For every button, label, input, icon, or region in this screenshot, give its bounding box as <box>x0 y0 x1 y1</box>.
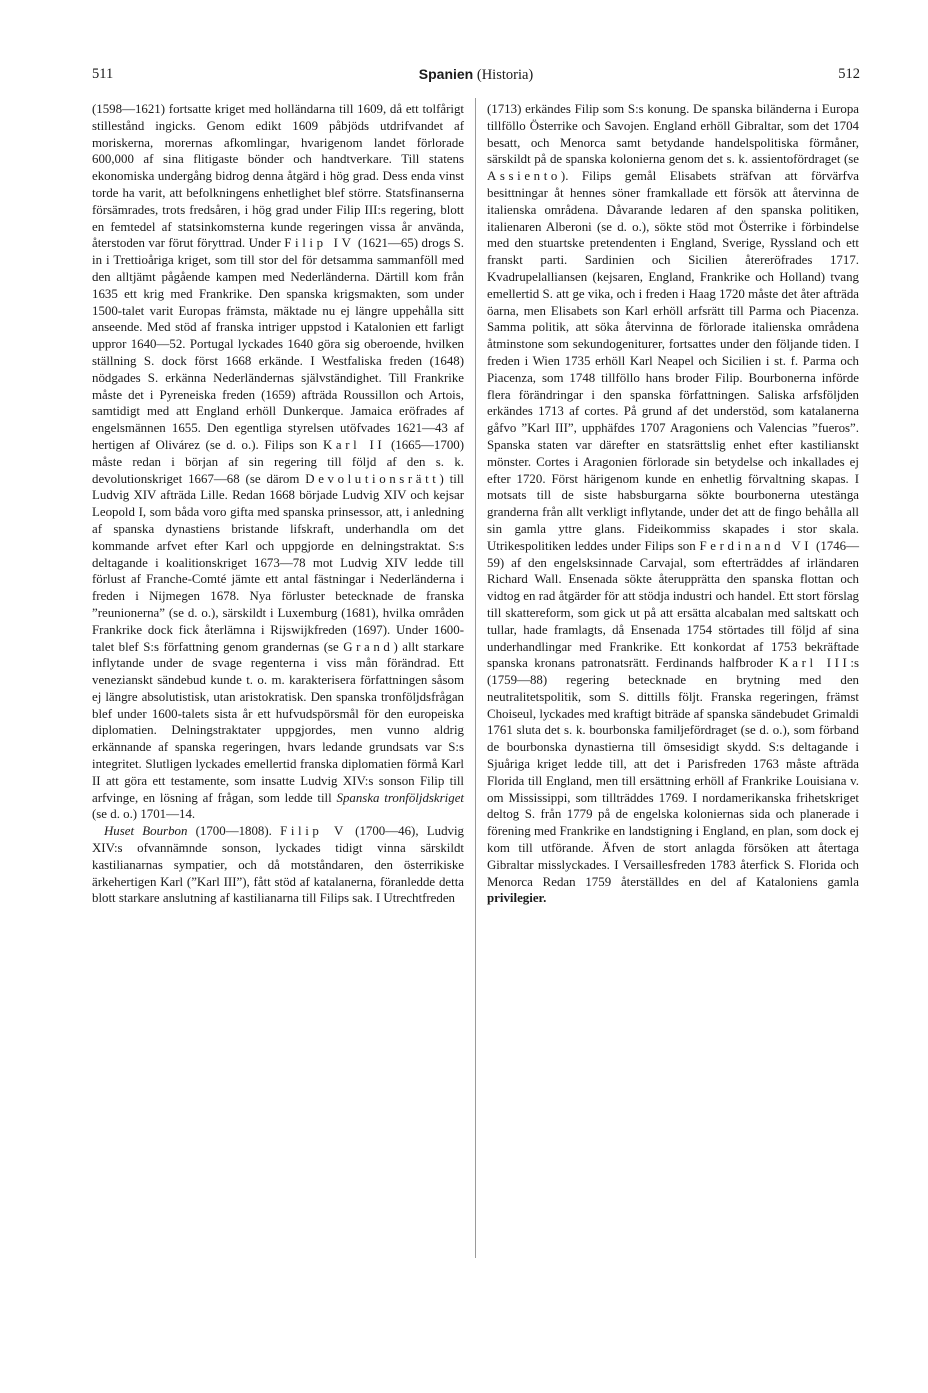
text-run: ) allt starkare inflytande under de svage regenterna i viss mån förändrad. Ett venezianskt sändebud kunde t. o. m. karakterisera författningen såsom ej längre absolutistisk, utan aristokratisk. Den spanska tronföljdsfrågan blef under 1600-talets sista år ett hufvudspörsmål för den europeiska diplomatien. Delningstraktater uppgjordes, men vunno aldrig erkännande af spanska regeringen, hvars ledande grundsats var S:s integritet. Slutligen lyckades emellertid franska diplomatien förmå Karl II att göra ett testamente, som insatte Ludvig XIV:s sonson Filip till arfvinge, en lösning af frågan, som ledde till <box>92 639 465 805</box>
text-run: (se d. o.) 1701—14. <box>92 807 196 822</box>
left-column <box>92 101 464 907</box>
text-run: (1598—1621) fortsatte kriget med holländarna till 1609, då ett tolfårigt stillestånd ingicks. Genom edikt 1609 påbjöds utdrifvandet af moriskerna, morernas afkomlingar, hvarigenom landet förlorade 600,000 af sina flitigaste bönder och handtverkare. Till statens ekonomiska undergång bidrog denna åtgärd i hög grad. Dess enda vinst torde ha varit, att befolkningens enhetlighet blef större. Statsfinanserna försämrades, trots fredsåren, i hög grad under Filip III:s regering, blott en femtedel af statsinkomsterna kunde regeringen vissa år använda, återstoden var förut föryttrad. Under <box>92 102 464 251</box>
text-run: :s (1759—88) regering betecknade en brytning med den neutralitetspolitik, som S. dittills följt. Franska regeringen, främst Choiseul, lyckades med kraftigt biträde af spanska sändebudet Grimaldi 1761 sluta det s. k. bourbonska familjefördraget (se d. o.), som förband de bourbonska dynastierna till ömsesidigt skydd. S:s deltagande i Sjuåriga kriget ledde till, att det i Parisfreden 1763 måste afträda Florida till England, men till ersättning erhöll af Frankrike Louisiana v. om Mississippi, som tillträddes 1769. I nordamerikanska frihetskriget deltog S. från 1779 på de engelska koloniernas sida och planerade i förening med Frankrike en landstigning i England, en plan, som dock ej kom till utförande. Äfven de stort anlagda försöken att återtaga Gibraltar misslyckades. I Versaillesfreden 1783 återfick S. Florida och Menorca Redan 1759 återställdes en del af Kataloniens gamla <box>487 656 859 889</box>
paragraph-huset-bourbon <box>92 823 464 907</box>
crossref-spanska-tronfoljdskriget: Spanska tronföljdskriget <box>336 790 464 805</box>
name-karl-iii: Karl III <box>779 656 851 671</box>
text-run-bold: privilegier. <box>487 891 547 906</box>
right-column <box>487 101 859 907</box>
name-ferdinand-vi: Ferdinand VI <box>699 538 813 553</box>
text-run: (1700—46), Ludvig XIV:s ofvannämnde sonson, lyckades tidigt vinna särskildt kastilianarnas sympatier, och då motståndaren, den österrikiske ärkehertigen Karl (”Karl III”), fått stöd af katalanerna, föranledde detta blott starkare anslutning af kastilianarna till Filips sak. I Utrechtfreden <box>92 824 464 906</box>
page-header <box>92 66 860 88</box>
crossref-grand: Grand <box>343 639 394 654</box>
text-run: (1700—1808). <box>187 824 281 839</box>
column-divider <box>475 98 476 1258</box>
crossref-assiento: Assiento <box>487 169 561 184</box>
name-filip-v: Filip V <box>280 824 347 839</box>
text-run: (1746—59) af den engelsksinnade Carvajal, som efterträddes af irländaren Richard Wall. Ensenada sökte återupprätta den spanska flottan och vidtog en rad åtgärder för att stödja industri och handel. Ett stort förslag till skattereform, som gick ut på att ersätta alcabalan med saltskatt och tullar, hade framlagts, då Ensenada 1754 störtades till följd af sina underhandlingar med Frankrike. Ett konkordat af 1753 bekräftade spanska kronans patronatsrätt. Ferdinands halfbroder <box>487 538 859 671</box>
running-title-keyword: Spanien <box>418 66 474 82</box>
text-run: (1621—65) drogs S. in i Trettioåriga kriget, som till stor del för detsamma sammanföll med den alltjämt pågående kampen med Nederländerna. Därtill kom från 1635 ett krig med Frankrike. Den spanska krigsmakten, som under 1500-talet varit Europas främsta, mäktade nu ej längre uppehålla sitt anseende. Med stöd af franska intriger uppstod i Katalonien ett farligt uppror 1640—52. Portugal lyckades 1640 göra sig oberoende, hvilken ställning S. dock först 1668 erkände. I Westfaliska freden (1648) nödgades S. erkänna Nederländernas självständighet. Till Frankrike måste det i Pyreneiska freden (1659) afträda Roussillon och Artois, samtidigt med att England erhöll Dunkerque. Jamaica eröfrades af engelsmännen 1655. Den egentliga styrelsen utöfvades 1621—43 af hertigen af Olivárez (se d. o.). Filips son <box>92 236 465 452</box>
left-page-number: 511 <box>92 66 114 82</box>
right-page-number: 512 <box>838 66 860 82</box>
text-run: ) till Ludvig XIV afträda Lille. Redan 1668 började Ludvig XIV och kejsar Leopold I, som båda voro gifta med spanska prinsessor, att, i anledning af spanska dynastiens bristande lifskraft, underhandla om det kommande arfvet efter Karl och uppgjorde en delningstraktat. S:s deltagande i koalitionskriget 1673—78 mot Ludvig XIV ledde till förlust af Franche-Comté jämte ett antal fästningar i Nederländerna i freden i Nijmegen 1678. Nya förluster betecknade de franska ”reunionerna” (se d. o.), särskildt i Luxemburg (1681), hvilka områden Frankrike dock fick återlämna i Rijswijkfreden (1697). Under 1600-talet blef S:s författning genom grandernas (se <box>92 471 465 654</box>
text-run: ). Filips gemål Elisabets sträfvan att förvärfva besittningar åt hennes söner framkallade ett försök att återvinna de italienska områdena. Dåvarande ledaren af den spanska politiken, italienaren Alberoni (se d. o.), sökte stöd mot Österrike i förbindelse med den stuartske pretendenten i England, Sverige, Ryssland och ett franskt parti. Sardinien och Sicilien återeröfrades 1717. Kvadrupelalliansen (kejsaren, England, Frankrike och Holland) tvang emellertid S. att ge vika, och i freden i Haag 1720 måste det åter afträda öarna, men Elisabets son Karl erhöll arfsrätt till Parma och Piacenza. Samma politik, att söka återvinna de förlorade italienska områdena åtminstone som sekundogeniturer, fortsattes under den följande tiden. I freden i Wien 1735 erhöll Karl Neapel och Sicilien i st. f. Parma och Piacenza, som 1748 tillföllo hans broder Filip. Bourbonerna införde flera förändringar i den spanska författningen. Saliska arfsföljden erkändes 1713 af cortes. På grund af det understöd, som katalanerna gåfvo ”Karl III”, upphäfdes 1707 Aragoniens och Valencias ”fueros”. Spanska staten var därefter en statsrättslig enhet efter kastilianskt mönster. Cortes i Aragonien förlorade sin betydelse och inkallades ej efter 1720. Först härigenom kunde en enhetlig förvaltning skapas. I motsats till de siste habsburgarna sökte bourbonerna utestänga granderna från allt verkligt inflytande, under det att de fingo behålla all sin gamla yttre glans. Fideikommiss skapades i stor skala. Utrikespolitiken leddes under Filips son <box>487 169 859 553</box>
text-run: (1665—1700) måste redan i början af sin regering till följd af den s. k. devolutionskriget 1667—68 (se därom <box>92 437 464 486</box>
name-karl-ii: Karl II <box>322 437 386 452</box>
text-run: (1713) erkändes Filip som S:s konung. De spanska biländerna i Europa tillföllo Österrike och Savojen. England erhöll Gibraltar, som det 1704 besatt, och Menorca samt betydande handelspolitiska förmåner, särskildt på de spanska kolonierna genom det s. k. assientofördraget (se <box>487 102 859 167</box>
paragraph-bourbon-continued <box>487 101 859 907</box>
name-filip-iv: Filip IV <box>284 236 355 251</box>
paragraph-habsburg-decline <box>92 101 464 823</box>
running-title <box>92 66 860 84</box>
section-heading-huset-bourbon: Huset Bourbon <box>104 824 188 839</box>
running-title-suffix: (Historia) <box>476 67 534 83</box>
crossref-devolutionsratt: Devolutionsrätt <box>305 471 440 486</box>
